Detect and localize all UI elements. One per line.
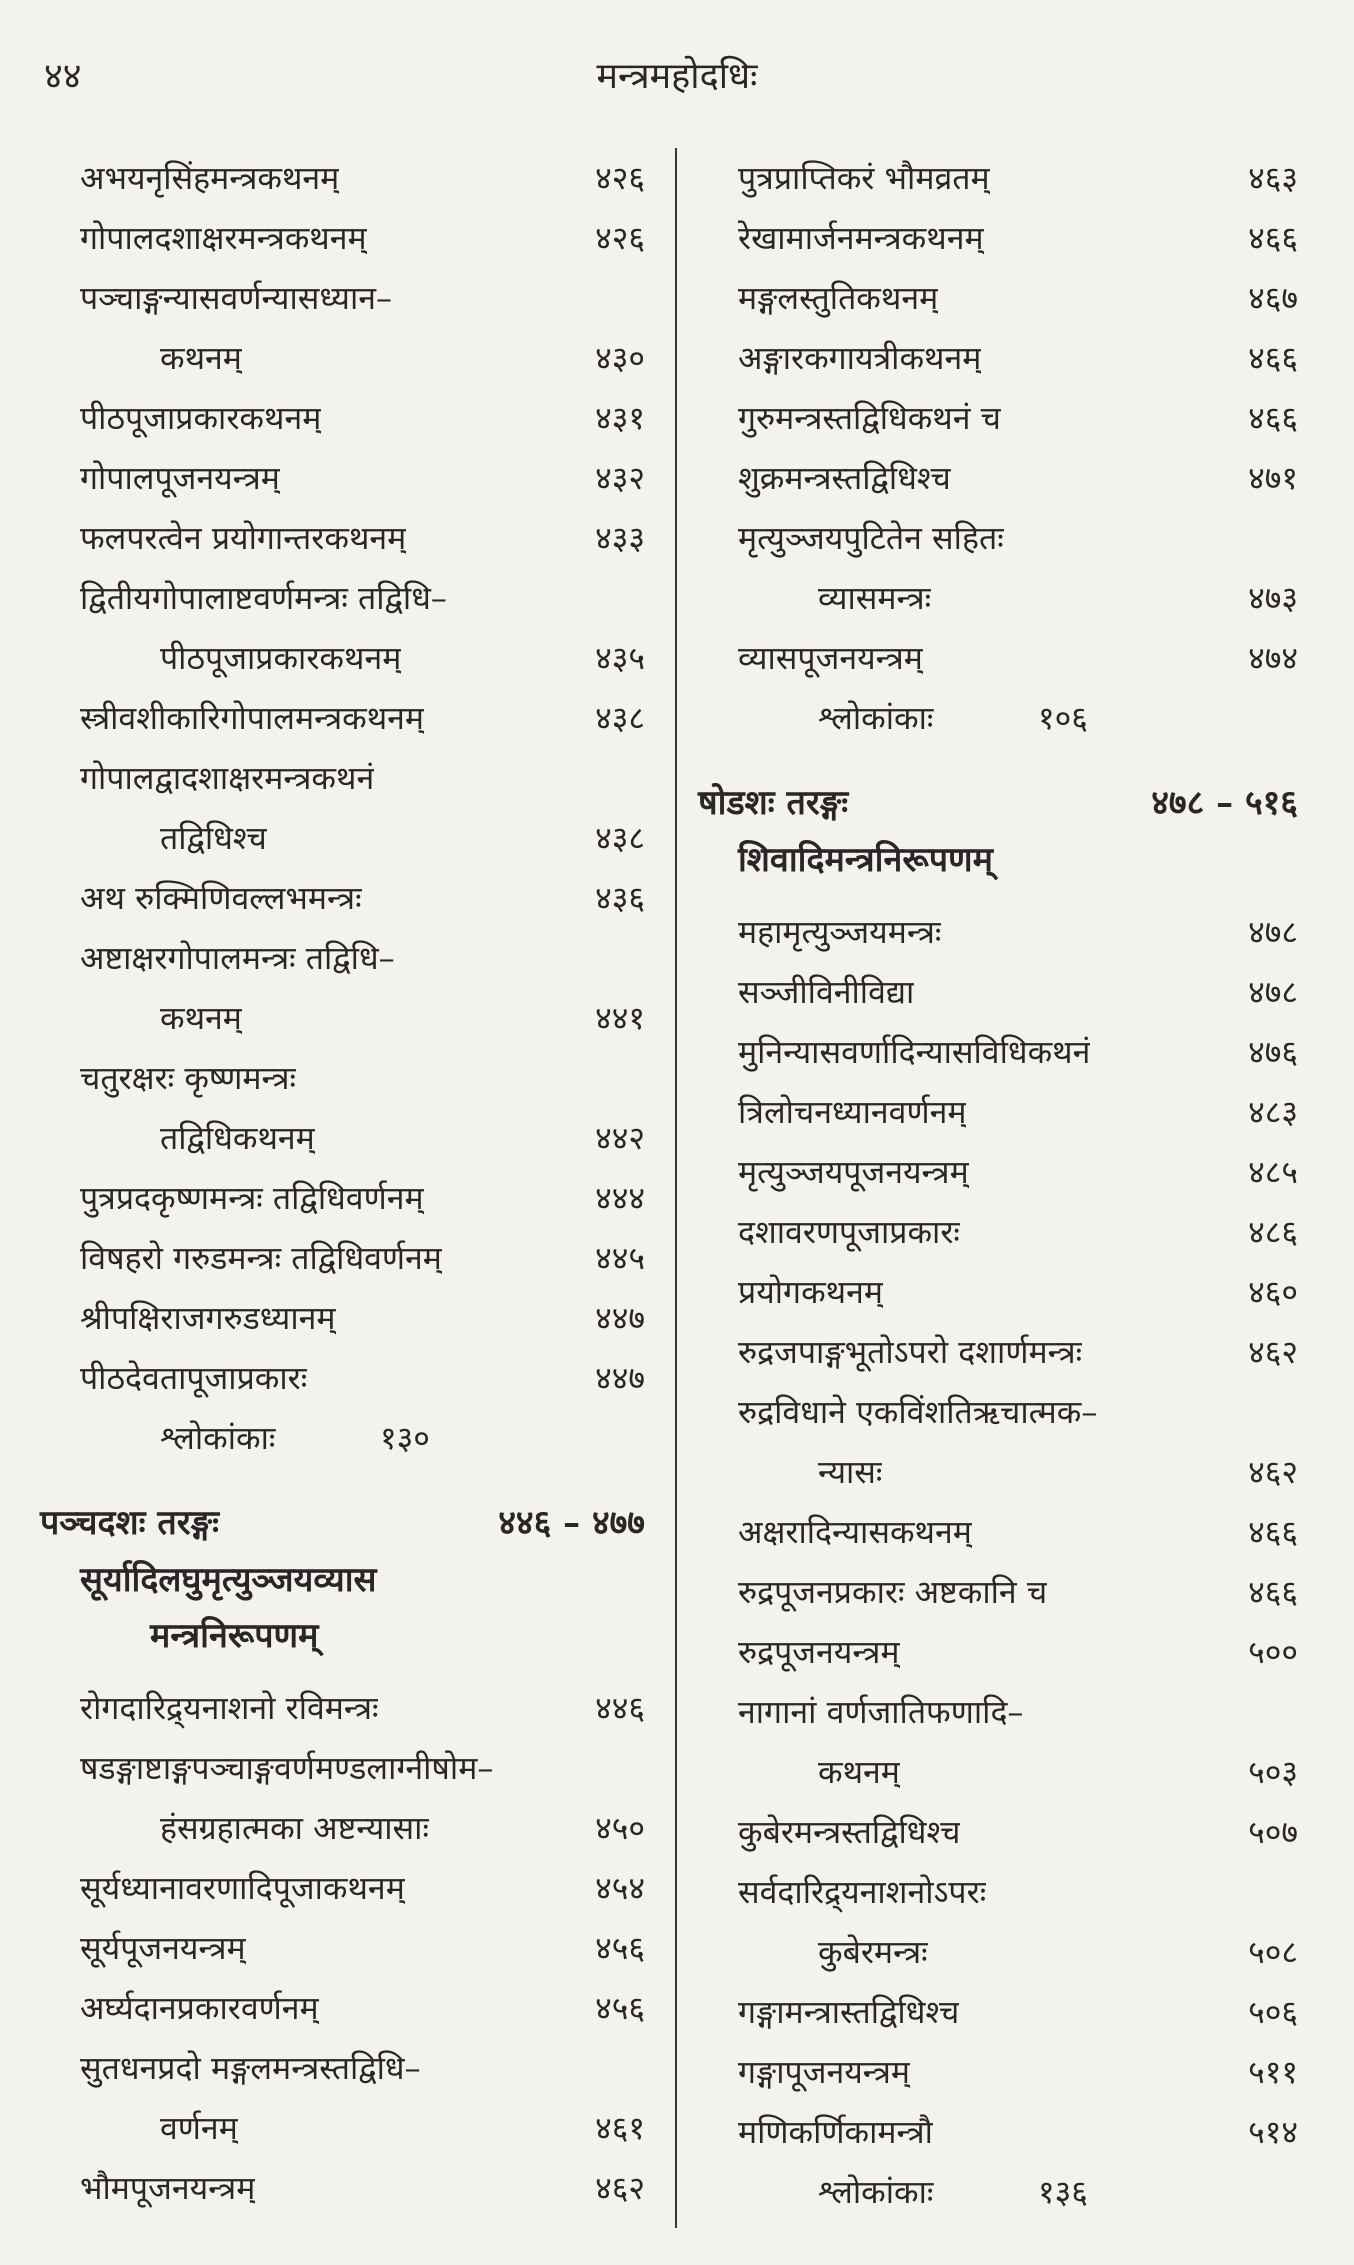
toc-entry-page: ४३० — [595, 339, 645, 377]
chapter-heading — [40, 1494, 645, 1552]
toc-entry — [80, 1918, 645, 1978]
toc-entry-page: ४३३ — [595, 519, 645, 557]
toc-entry — [738, 568, 1298, 628]
toc-entry-title: कुबेरमन्त्रः — [818, 1933, 928, 1971]
toc-entry-page: ४८३ — [1248, 1093, 1298, 1131]
toc-entry — [80, 808, 645, 868]
chapter-page-range: ४४६ – ४७७ — [498, 1503, 645, 1543]
toc-entry-title: पीठपूजाप्रकारकथनम् — [80, 399, 322, 437]
toc-entry — [738, 628, 1298, 688]
chapter-section — [698, 774, 1298, 2222]
toc-list — [738, 148, 1298, 688]
toc-entry-page: ५११ — [1248, 2053, 1298, 2091]
page-number: ४४ — [44, 56, 82, 97]
chapter-heading — [698, 774, 1298, 832]
toc-entry-title: पुत्रप्रदकृष्णमन्त्रः तद्विधिवर्णनम् — [80, 1179, 424, 1217]
toc-entry-page: ५०७ — [1248, 1813, 1298, 1851]
toc-entry — [738, 148, 1298, 208]
toc-entry — [80, 1288, 645, 1348]
shloka-count — [738, 688, 1298, 748]
shloka-count-label: श्लोकांकाः — [160, 1419, 276, 1457]
chapter-section — [40, 1494, 645, 2218]
toc-entry-page: ४३८ — [595, 819, 645, 857]
toc-entry-title: व्यासमन्त्रः — [818, 579, 932, 617]
toc-entry-page: ४४६ — [595, 1689, 645, 1727]
chapter-title: षोडशः तरङ्गः — [698, 783, 849, 823]
toc-entry-page: ४६२ — [1248, 1333, 1298, 1371]
toc-entry-title: रुद्रजपाङ्गभूतोऽपरो दशार्णमन्त्रः — [738, 1333, 1083, 1371]
toc-entry-title: पञ्चाङ्गन्यासवर्णन्यासध्यान– — [80, 279, 393, 317]
toc-entry — [80, 1978, 645, 2038]
toc-entry-page: ५१४ — [1248, 2113, 1298, 2151]
toc-entry-title: कथनम् — [818, 1753, 900, 1791]
chapter-subtitle — [738, 832, 1298, 888]
toc-entry-page: ४५६ — [595, 1989, 645, 2027]
toc-entry — [738, 1022, 1298, 1082]
toc-entry-title: गोपालपूजनयन्त्रम् — [80, 459, 280, 497]
shloka-count — [80, 1408, 645, 1468]
toc-entry-page: ४३८ — [595, 699, 645, 737]
shloka-count — [738, 2162, 1298, 2222]
toc-entry-page: ४३२ — [595, 459, 645, 497]
toc-entry — [80, 568, 645, 628]
toc-entry-title: सुतधनप्रदो मङ्गलमन्त्रस्तद्विधि– — [80, 2049, 421, 2087]
toc-entry-page: ४७६ — [1248, 1033, 1298, 1071]
toc-entry — [738, 1082, 1298, 1142]
toc-entry-page: ४७३ — [1248, 579, 1298, 617]
toc-entry-page: ४५० — [595, 1809, 645, 1847]
toc-entry — [80, 1678, 645, 1738]
toc-entry — [80, 148, 645, 208]
toc-entry — [738, 1682, 1298, 1742]
column-divider — [675, 148, 677, 2228]
toc-entry-title: मणिकर्णिकामन्त्रौ — [738, 2113, 933, 2151]
chapter-subtitle-line: शिवादिमन्त्रनिरूपणम् — [738, 840, 993, 880]
toc-entry — [738, 1382, 1298, 1442]
toc-entry-page: ५०८ — [1248, 1933, 1298, 1971]
toc-entry-title: अथ रुक्मिणिवल्लभमन्त्रः — [80, 879, 362, 917]
toc-entry — [80, 748, 645, 808]
left-column — [40, 148, 645, 2218]
toc-entry-title: अभयनृसिंहमन्त्रकथनम् — [80, 159, 340, 197]
toc-entry-title: षडङ्गाष्टाङ्गपञ्चाङ्गवर्णमण्डलाग्नीषोम– — [80, 1749, 494, 1787]
toc-entry — [80, 1348, 645, 1408]
toc-entry — [80, 328, 645, 388]
toc-entry — [80, 1108, 645, 1168]
toc-entry — [738, 508, 1298, 568]
toc-entry-title: रुद्रपूजनप्रकारः अष्टकानि च — [738, 1573, 1048, 1611]
toc-entry — [80, 928, 645, 988]
toc-entry — [738, 1622, 1298, 1682]
toc-entry-title: पुत्रप्राप्तिकरं भौमव्रतम् — [738, 159, 990, 197]
toc-entry — [738, 1142, 1298, 1202]
toc-entry — [80, 388, 645, 448]
toc-entry — [80, 448, 645, 508]
toc-entry — [738, 1502, 1298, 1562]
toc-entry — [738, 1562, 1298, 1622]
toc-entry-title: त्रिलोचनध्यानवर्णनम् — [738, 1093, 967, 1131]
toc-entry — [738, 902, 1298, 962]
toc-entry-page: ४६६ — [1248, 1573, 1298, 1611]
toc-entry — [738, 268, 1298, 328]
toc-entry-page: ४२६ — [595, 219, 645, 257]
toc-entry — [738, 1922, 1298, 1982]
toc-list — [80, 1678, 645, 2218]
chapter-title: पञ्चदशः तरङ्गः — [40, 1503, 220, 1543]
toc-entry-title: विषहरो गरुडमन्त्रः तद्विधिवर्णनम् — [80, 1239, 442, 1277]
toc-entry — [80, 1738, 645, 1798]
toc-entry — [738, 1322, 1298, 1382]
toc-entry — [738, 1862, 1298, 1922]
toc-entry — [80, 2038, 645, 2098]
running-title: मन्त्रमहोदधिः — [596, 56, 758, 97]
toc-entry-title: अष्टाक्षरगोपालमन्त्रः तद्विधि– — [80, 939, 395, 977]
shloka-count-value: १०६ — [1038, 699, 1088, 737]
toc-entry-page: ४८५ — [1248, 1153, 1298, 1191]
toc-entry-title: हंसग्रहात्मका अष्टन्यासाः — [160, 1809, 429, 1847]
toc-entry-title: रेखामार्जनमन्त्रकथनम् — [738, 219, 984, 257]
toc-entry-title: सूर्यध्यानावरणादिपूजाकथनम् — [80, 1869, 405, 1907]
toc-entry-title: वर्णनम् — [160, 2109, 238, 2147]
toc-entry-title: न्यासः — [818, 1453, 883, 1491]
toc-entry-page: ४६३ — [1248, 159, 1298, 197]
toc-entry-page: ४६६ — [1248, 339, 1298, 377]
toc-entry-title: सूर्यपूजनयन्त्रम् — [80, 1929, 246, 1967]
toc-entry-page: ४७४ — [1248, 639, 1298, 677]
toc-entry-title: अर्घ्यदानप्रकारवर्णनम् — [80, 1989, 319, 2027]
toc-entry-title: मङ्गलस्तुतिकथनम् — [738, 279, 939, 317]
toc-entry-title: गोपालद्वादशाक्षरमन्त्रकथनं — [80, 759, 375, 797]
toc-entry-page: ५०० — [1248, 1633, 1298, 1671]
toc-entry — [80, 688, 645, 748]
toc-entry-title: श्रीपक्षिराजगरुडध्यानम् — [80, 1299, 336, 1337]
toc-entry-title: गुरुमन्त्रस्तद्विधिकथनं च — [738, 399, 1001, 437]
toc-entry-page: ४५४ — [595, 1869, 645, 1907]
toc-entry-title: मृत्युञ्जयपूजनयन्त्रम् — [738, 1153, 969, 1191]
toc-entry-title: रोगदारिद्र्यनाशनो रविमन्त्रः — [80, 1689, 379, 1727]
toc-entry — [738, 208, 1298, 268]
toc-entry-title: द्वितीयगोपालाष्टवर्णमन्त्रः तद्विधि– — [80, 579, 447, 617]
toc-entry-page: ४२६ — [595, 159, 645, 197]
toc-entry-page: ४४५ — [595, 1239, 645, 1277]
toc-entry-title: रुद्रपूजनयन्त्रम् — [738, 1633, 900, 1671]
toc-entry-title: सञ्जीविनीविद्या — [738, 973, 915, 1011]
toc-entry-page: ४४७ — [595, 1359, 645, 1397]
toc-entry-title: तद्विधिकथनम् — [160, 1119, 315, 1157]
toc-entry — [80, 1798, 645, 1858]
toc-entry — [738, 2042, 1298, 2102]
chapter-page-range: ४७८ – ५१६ — [1151, 783, 1298, 823]
toc-entry-page: ४६१ — [595, 2109, 645, 2147]
toc-entry-page: ४६६ — [1248, 219, 1298, 257]
toc-entry — [80, 508, 645, 568]
shloka-count-value: १३६ — [1038, 2173, 1088, 2211]
toc-entry — [80, 1048, 645, 1108]
toc-entry-title: रुद्रविधाने एकविंशतिऋचात्मक– — [738, 1393, 1098, 1431]
toc-entry-title: गङ्गामन्त्रास्तद्विधिश्च — [738, 1993, 960, 2031]
toc-entry-page: ४६० — [1248, 1273, 1298, 1311]
toc-list — [738, 902, 1298, 2162]
toc-entry — [80, 1858, 645, 1918]
shloka-count-label: श्लोकांकाः — [818, 699, 934, 737]
toc-entry — [80, 268, 645, 328]
toc-entry-page: ४८६ — [1248, 1213, 1298, 1251]
toc-entry-page: ४३१ — [595, 399, 645, 437]
toc-entry-page: ४६६ — [1248, 1513, 1298, 1551]
right-column — [698, 148, 1298, 2222]
toc-entry — [738, 388, 1298, 448]
toc-entry-title: व्यासपूजनयन्त्रम् — [738, 639, 923, 677]
toc-entry-page: ४७१ — [1248, 459, 1298, 497]
toc-entry-title: शुक्रमन्त्रस्तद्विधिश्च — [738, 459, 951, 497]
toc-entry-page: ४४४ — [595, 1179, 645, 1217]
toc-entry-title: अङ्गारकगायत्रीकथनम् — [738, 339, 982, 377]
toc-entry-title: भौमपूजनयन्त्रम् — [80, 2169, 256, 2207]
chapter-subtitle — [80, 1552, 645, 1664]
toc-entry — [738, 328, 1298, 388]
toc-entry-title: मुनिन्यासवर्णादिन्यासविधिकथनं — [738, 1033, 1091, 1071]
chapter-subtitle-line: सूर्यादिलघुमृत्युञ्जयव्यास — [80, 1560, 377, 1600]
toc-entry-title: नागानां वर्णजातिफणादि– — [738, 1693, 1024, 1731]
toc-entry — [738, 1442, 1298, 1502]
toc-entry — [738, 1802, 1298, 1862]
toc-entry-page: ४३५ — [595, 639, 645, 677]
toc-entry-title: अक्षरादिन्यासकथनम् — [738, 1513, 972, 1551]
toc-entry-page: ५०६ — [1248, 1993, 1298, 2031]
toc-entry — [80, 208, 645, 268]
toc-entry — [80, 988, 645, 1048]
toc-entry — [738, 962, 1298, 1022]
toc-entry-page: ४३६ — [595, 879, 645, 917]
toc-list — [80, 148, 645, 1408]
toc-entry — [80, 2158, 645, 2218]
toc-entry-page: ४६६ — [1248, 399, 1298, 437]
toc-entry — [738, 1742, 1298, 1802]
toc-entry-page: ५०३ — [1248, 1753, 1298, 1791]
toc-entry — [738, 2102, 1298, 2162]
toc-entry-title: मृत्युञ्जयपुटितेन सहितः — [738, 519, 1004, 557]
toc-entry-title: पीठदेवतापूजाप्रकारः — [80, 1359, 308, 1397]
toc-entry — [738, 448, 1298, 508]
toc-entry-title: कथनम् — [160, 339, 242, 377]
toc-entry — [80, 1168, 645, 1228]
toc-entry-page: ४६२ — [595, 2169, 645, 2207]
toc-entry — [738, 1982, 1298, 2042]
toc-entry — [738, 1262, 1298, 1322]
toc-entry-title: चतुरक्षरः कृष्णमन्त्रः — [80, 1059, 296, 1097]
toc-entry-title: पीठपूजाप्रकारकथनम् — [160, 639, 402, 677]
toc-entry-title: कुबेरमन्त्रस्तद्विधिश्च — [738, 1813, 961, 1851]
toc-entry-title: प्रयोगकथनम् — [738, 1273, 883, 1311]
shloka-count-label: श्लोकांकाः — [818, 2173, 934, 2211]
toc-entry-title: तद्विधिश्च — [160, 819, 267, 857]
toc-entry-page: ४४२ — [595, 1119, 645, 1157]
toc-entry-title: दशावरणपूजाप्रकारः — [738, 1213, 960, 1251]
toc-entry-title: महामृत्युञ्जयमन्त्रः — [738, 913, 942, 951]
chapter-subtitle-line: मन्त्रनिरूपणम् — [150, 1616, 319, 1656]
toc-entry — [80, 868, 645, 928]
toc-entry-title: सर्वदारिद्र्यनाशनोऽपरः — [738, 1873, 987, 1911]
shloka-count-value: १३० — [380, 1419, 430, 1457]
toc-entry-page: ४५६ — [595, 1929, 645, 1967]
toc-entry-title: स्त्रीवशीकारिगोपालमन्त्रकथनम् — [80, 699, 425, 737]
toc-entry-page: ४६७ — [1248, 279, 1298, 317]
toc-entry — [738, 1202, 1298, 1262]
toc-entry-title: गङ्गापूजनयन्त्रम् — [738, 2053, 911, 2091]
toc-entry-title: कथनम् — [160, 999, 242, 1037]
toc-entry-page: ४६२ — [1248, 1453, 1298, 1491]
toc-entry-page: ४४७ — [595, 1299, 645, 1337]
toc-entry-page: ४४१ — [595, 999, 645, 1037]
toc-entry — [80, 1228, 645, 1288]
toc-entry — [80, 628, 645, 688]
toc-entry-title: गोपालदशाक्षरमन्त्रकथनम् — [80, 219, 367, 257]
toc-entry-page: ४७८ — [1248, 913, 1298, 951]
toc-entry-page: ४७८ — [1248, 973, 1298, 1011]
toc-entry — [80, 2098, 645, 2158]
toc-entry-title: फलपरत्वेन प्रयोगान्तरकथनम् — [80, 519, 407, 557]
